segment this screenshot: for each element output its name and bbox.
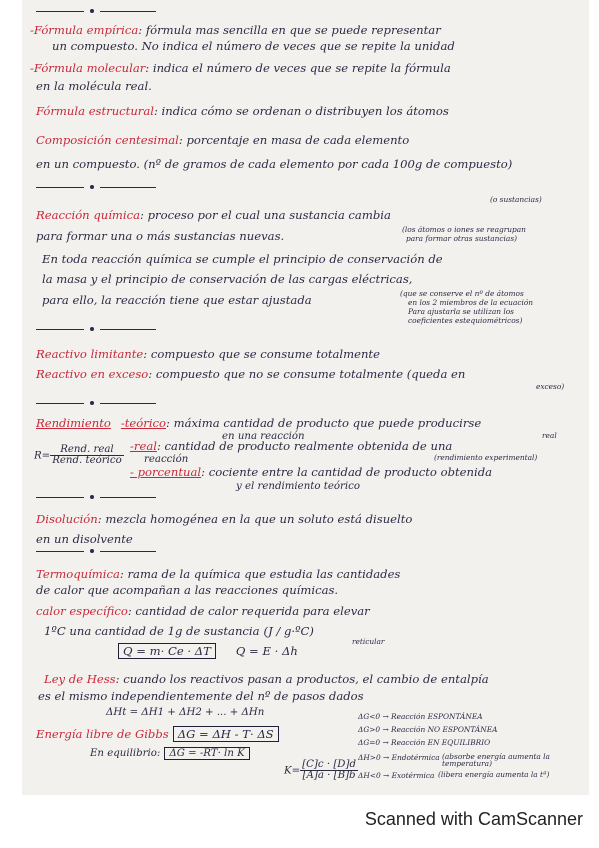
margin-note [438, 771, 562, 778]
definition: : cuando los reactivos pasan a productos, el cambio de entalpía [115, 672, 489, 686]
note-text: (que se conserve el nº de átomos [400, 289, 524, 298]
spontaneity-rule [358, 739, 589, 746]
numerator: Rend. real [50, 445, 123, 456]
section-divider [36, 6, 166, 16]
formula-lhs: R= [34, 450, 51, 462]
note-line [42, 253, 587, 265]
term: Reactivo en exceso [36, 367, 149, 381]
definition: en una reacción [222, 431, 305, 442]
term: Composición centesimal [36, 133, 179, 147]
note-text: (o sustancias) [490, 195, 542, 204]
note-text: en los 2 miembros de la ecuación [408, 298, 534, 307]
definition: 1ºC una cantidad de 1g de sustancia [44, 624, 260, 638]
spontaneity-rule [358, 713, 589, 720]
note-line [36, 513, 581, 525]
definition: para formar una o más sustancias nuevas. [36, 229, 285, 243]
definition: : compuesto que se consume totalmente [143, 347, 380, 361]
margin-note [434, 454, 589, 461]
spontaneity-rule [358, 726, 589, 733]
margin-note [408, 308, 589, 315]
units: (J / g·ºC) [263, 624, 314, 638]
definition: En toda reacción química se cumple el principio de conservación de [42, 252, 443, 266]
notebook-page [22, 0, 589, 795]
fraction [300, 760, 358, 781]
section-divider [36, 324, 166, 334]
note-line [42, 273, 587, 285]
definition: : proceso por el cual una sustancia cambia [140, 208, 391, 222]
margin-note [402, 226, 589, 233]
lattice-formula: Q = E · Δh [235, 644, 298, 658]
definition: en un disolvente [36, 532, 133, 546]
note-text: (absorbe energía aumenta la temperatura) [442, 752, 550, 769]
margin-note [408, 299, 589, 306]
rule-text: ΔG<0 → Reacción ESPONTÁNEA [358, 712, 483, 721]
definition: : cociente entre la cantidad de producto obtenida [201, 465, 493, 479]
formula-lhs: K= [284, 765, 301, 777]
definition: y el rendimiento teórico [236, 481, 360, 492]
definition: en la molécula real. [36, 79, 152, 93]
section-divider [36, 546, 166, 556]
margin-note [400, 290, 589, 297]
definition: de calor que acompañan a las reacciones químicas. [36, 583, 339, 597]
note-line [36, 584, 581, 596]
note-line [36, 158, 581, 170]
note-line [130, 466, 589, 478]
definition: reacción [144, 454, 189, 465]
note-line [130, 440, 589, 452]
equilibrium-formula-box: ΔG = -RT· ln K [164, 747, 249, 760]
term: Reacción química [36, 208, 141, 222]
gibbs-formula-box: ΔG = ΔH - T· ΔS [173, 726, 279, 742]
denominator: [A]a · [B]b [302, 770, 356, 782]
term: Energía libre de Gibbs [36, 727, 169, 741]
margin-note [490, 196, 589, 203]
note-line [30, 24, 575, 36]
note-text: Para ajustarla se utilizan los [408, 307, 514, 316]
margin-note [536, 383, 589, 390]
heat-formula-box: Q = m· Ce · ΔT [118, 643, 216, 659]
margin-note [442, 753, 562, 768]
rule-text: ΔG=0 → Reacción EN EQUILIBRIO [358, 738, 491, 747]
definition: la masa y el principio de conservación de las cargas eléctricas, [42, 272, 413, 286]
section-divider [36, 398, 166, 408]
definition: : fórmula mas sencilla en que se puede representar [138, 23, 441, 37]
note-text: (libera energía aumenta la tª) [438, 770, 550, 779]
note-line [36, 568, 581, 580]
rule-text: ΔH>0 → Endotérmica [358, 753, 440, 762]
note-text: coeficientes estequiométricos) [408, 316, 523, 325]
section-divider [36, 492, 166, 502]
note-line [44, 625, 589, 637]
definition: : indica cómo se ordenan o distribuyen los átomos [153, 104, 449, 118]
fraction [50, 445, 123, 466]
numerator: [C]c · [D]d [302, 759, 356, 770]
section-divider [36, 182, 166, 192]
note-line [52, 40, 589, 52]
note-text: real [542, 431, 557, 440]
note-text: (rendimiento experimental) [434, 453, 538, 462]
definition: : cantidad de producto realmente obtenida de una [156, 439, 453, 453]
scanner-watermark: Scanned with CamScanner [364, 809, 583, 829]
note-line [36, 368, 581, 380]
definition: : rama de la química que estudia las cantidades [119, 567, 401, 581]
margin-note [408, 317, 589, 324]
definition: : mezcla homogénea en la que un soluto está disuelto [97, 512, 413, 526]
term: Rendimiento [36, 416, 111, 430]
definition: en un compuesto. (nº de gramos de cada elemento por cada 100g de compuesto) [36, 157, 513, 171]
definition: : máxima cantidad de producto que puede producirse [166, 416, 482, 430]
subterm: -teórico [120, 416, 167, 430]
definition: un compuesto. No indica el número de veces que se repite la unidad [52, 39, 455, 53]
note-line [36, 80, 581, 92]
note-line [236, 482, 589, 493]
note-text: (los átomos o iones se reagrupan [402, 225, 526, 234]
definition: : cantidad de calor requerida para elevar [127, 604, 370, 618]
margin-note [542, 432, 589, 439]
note-line [36, 134, 581, 146]
definition: : compuesto que no se consume totalmente (queda en [148, 367, 466, 381]
term: calor específico [36, 604, 128, 618]
note-text: para formar otras sustancias) [406, 234, 518, 243]
rule-text: ΔH<0 → Exotérmica [358, 771, 435, 780]
note-line [36, 605, 581, 617]
definition: : porcentaje en masa de cada elemento [178, 133, 410, 147]
subterm: - porcentual [130, 465, 202, 479]
denominator: Rend. teórico [52, 455, 122, 467]
note-line [36, 209, 581, 221]
term: -Fórmula empírica [30, 23, 139, 37]
formula-row [118, 645, 589, 657]
note-line [36, 417, 581, 429]
note-line [36, 533, 581, 545]
margin-note [406, 235, 589, 242]
definition: es el mismo independientemente del nº de pasos dados [38, 689, 364, 703]
term: Ley de Hess [44, 672, 116, 686]
definition: : indica el número de veces que se repite la fórmula [145, 61, 451, 75]
subterm: -real [130, 439, 157, 453]
note-line [44, 673, 589, 685]
term: Disolución [36, 512, 98, 526]
note-text: reticular [352, 637, 385, 646]
note-line [36, 348, 581, 360]
note-line [36, 105, 581, 117]
note-line [38, 690, 583, 702]
term: Reactivo limitante [36, 347, 144, 361]
hess-formula: ΔHt = ΔH1 + ΔH2 + ... + ΔHn [106, 707, 265, 718]
term: -Fórmula molecular [30, 61, 146, 75]
label: En equilibrio: [90, 748, 161, 759]
definition: para ello, la reacción tiene que estar ajustada [42, 293, 312, 307]
term: Termoquímica [36, 567, 120, 581]
rule-text: ΔG>0 → Reacción NO ESPONTÁNEA [358, 725, 498, 734]
term: Fórmula estructural [36, 104, 154, 118]
note-text: exceso) [536, 382, 565, 391]
note-line [30, 62, 575, 74]
